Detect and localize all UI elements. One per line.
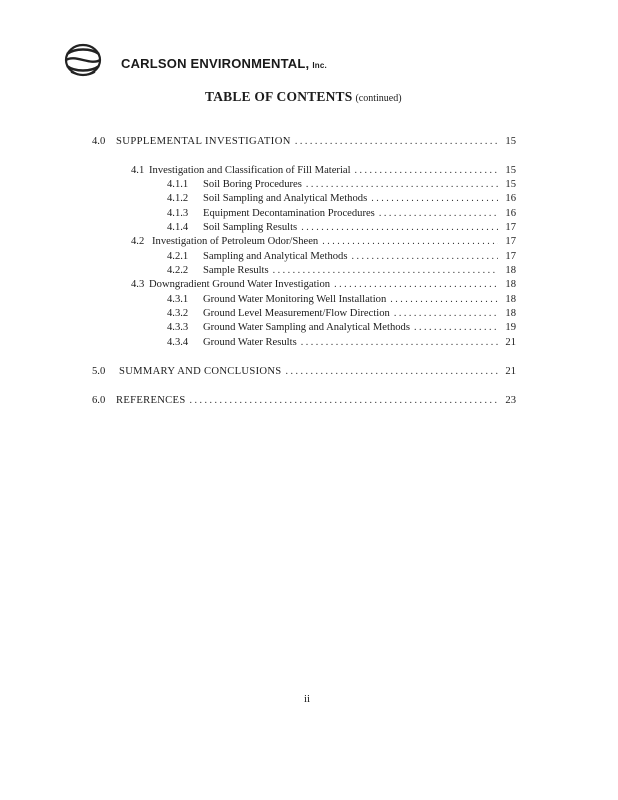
toc-entry-number: 4.0 (92, 136, 106, 147)
toc-entry-page: 18 (505, 279, 516, 290)
toc-entry-number: 4.3.1 (167, 294, 189, 305)
toc-entry-number: 4.2.1 (167, 251, 189, 262)
toc-entry-page: 23 (505, 395, 516, 406)
leader-dots (301, 336, 498, 350)
toc-entry-page: 17 (505, 236, 516, 247)
page-number: ii (304, 693, 311, 705)
toc-entry-label: Downgradient Ground Water Investigation (149, 279, 331, 290)
leader-dots (295, 135, 498, 149)
toc-entry-page: 15 (505, 136, 516, 147)
leader-dots (355, 164, 498, 178)
toc-entry-label: Ground Water Results (203, 337, 297, 348)
toc-entry (167, 192, 516, 206)
toc-entry-number: 4.1.3 (167, 208, 189, 219)
toc-entry (92, 394, 516, 408)
toc-entry-number: 4.1.4 (167, 222, 189, 233)
toc-entry-label: Soil Boring Procedures (203, 179, 302, 190)
toc-entry-number: 4.2.2 (167, 265, 189, 276)
toc-entry-page: 16 (505, 208, 516, 219)
toc-entry-page: 21 (505, 366, 516, 377)
carlson-globe-logo-icon (63, 42, 103, 78)
toc-title: TABLE OF CONTENTS (205, 89, 353, 104)
toc-entry-label: Investigation of Petroleum Odor/Sheen (152, 236, 319, 247)
toc-entry-page: 15 (505, 179, 516, 190)
toc-entry-number: 6.0 (92, 395, 106, 406)
toc-entry-label: REFERENCES (116, 395, 186, 406)
toc-entry-number: 4.1.2 (167, 193, 189, 204)
toc-title-note: (continued) (355, 93, 402, 104)
toc-entry-page: 16 (505, 193, 516, 204)
toc-entry-label: Soil Sampling and Analytical Methods (203, 193, 368, 204)
leader-dots (351, 250, 498, 264)
toc-entry-label: Sample Results (203, 265, 269, 276)
leader-dots (190, 394, 498, 408)
toc-entry (167, 207, 516, 221)
toc-entry (167, 178, 516, 192)
toc-entry-page: 18 (505, 294, 516, 305)
toc-entry (167, 307, 516, 321)
toc-entry (131, 164, 516, 178)
toc-entry (167, 336, 516, 350)
leader-dots (301, 221, 498, 235)
toc-entry (167, 250, 516, 264)
leader-dots (286, 365, 499, 379)
toc-entry-page: 17 (505, 222, 516, 233)
toc-entry (167, 321, 516, 335)
toc-entry (92, 365, 516, 379)
toc-entry (167, 293, 516, 307)
toc-entry-number: 4.2 (131, 236, 145, 247)
leader-dots (322, 235, 498, 249)
leader-dots (306, 178, 498, 192)
leader-dots (379, 207, 498, 221)
toc-entry-number: 4.3.3 (167, 322, 189, 333)
toc-entry-number: 4.1 (131, 165, 145, 176)
toc-entry-page: 18 (505, 308, 516, 319)
toc-entry-label: Investigation and Classification of Fill Material (149, 165, 351, 176)
company-name-text: CARLSON ENVIRONMENTAL, (121, 56, 310, 71)
toc-entry (167, 221, 516, 235)
company-suffix: Inc. (312, 61, 327, 70)
company-name (121, 56, 327, 71)
toc-entry-page: 17 (505, 251, 516, 262)
toc-entry-label: Ground Water Monitoring Well Installation (203, 294, 387, 305)
toc-entry-number: 4.3 (131, 279, 145, 290)
toc-entry (131, 278, 516, 292)
toc-entry-number: 4.1.1 (167, 179, 189, 190)
leader-dots (394, 307, 498, 321)
leader-dots (371, 192, 498, 206)
toc-entry (92, 135, 516, 149)
toc-entry-label: Soil Sampling Results (203, 222, 298, 233)
toc-entry-label: Equipment Decontamination Procedures (203, 208, 375, 219)
toc-entry-page: 18 (505, 265, 516, 276)
toc-entry-page: 21 (505, 337, 516, 348)
leader-dots (414, 321, 498, 335)
toc-entry-number: 4.3.2 (167, 308, 189, 319)
toc-entry-number: 4.3.4 (167, 337, 189, 348)
toc-entry (131, 235, 516, 249)
leader-dots (334, 278, 498, 292)
toc-entry-label: SUPPLEMENTAL INVESTIGATION (116, 136, 291, 147)
toc-entry-label: SUMMARY AND CONCLUSIONS (119, 366, 282, 377)
toc-entry-page: 15 (505, 165, 516, 176)
toc-entry (167, 264, 516, 278)
toc-entry-label: Ground Water Sampling and Analytical Methods (203, 322, 410, 333)
toc-entry-page: 19 (505, 322, 516, 333)
toc-entry-label: Sampling and Analytical Methods (203, 251, 348, 262)
leader-dots (390, 293, 498, 307)
leader-dots (273, 264, 498, 278)
toc-entry-label: Ground Level Measurement/Flow Direction (203, 308, 390, 319)
toc-entry-number: 5.0 (92, 366, 106, 377)
toc-heading (205, 88, 402, 106)
